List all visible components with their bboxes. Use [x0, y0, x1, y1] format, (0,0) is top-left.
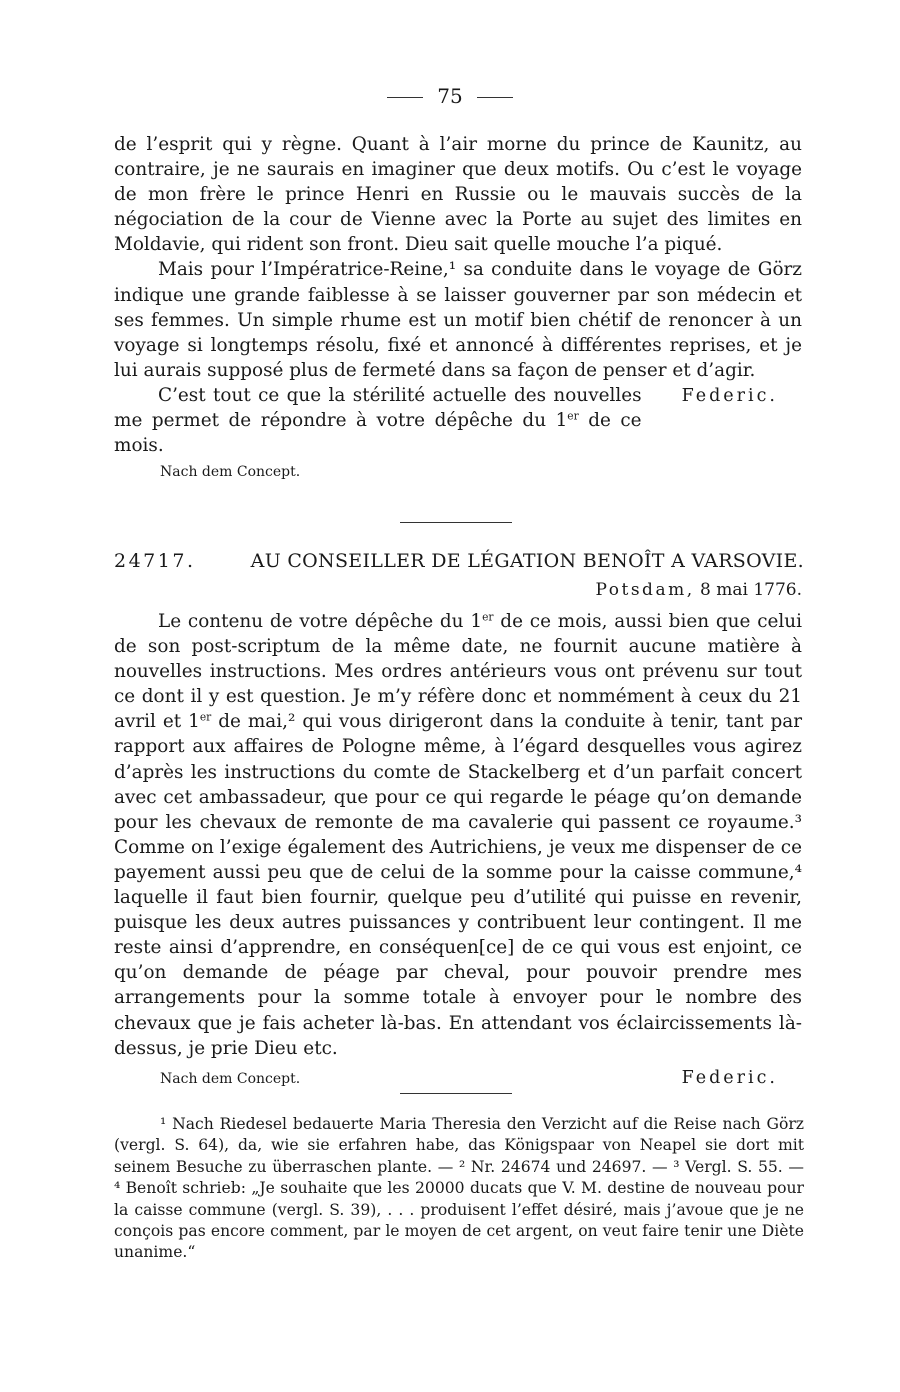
page-number: [0, 84, 900, 108]
letter-2-body-part-3: de mai,² qui vous dirigeront dans la conduite à tenir, tant par rapport aux affaires de Pologne même, à l’égard desquelles vous agirez d’après les instructions du comte de Stackelberg et d’un parfait concert avec cet ambassadeur, que pour ce qui regarde le péage qu’on demande pour les chevaux de remonte de ma cavalerie qui passent ce royaume.³ Comme on l’exige également des Autrichiens, je veux me dispenser de ce payement aussi peu que de celui de la somme pour la caisse commune,⁴ laquelle il faut bien fournir, quelque peu d’utilité qui puisse en revenir, puisque les deux autres puissances y contribuent leur contingent. Il me reste ainsi d’apprendre, en conséquen[ce] de ce qui vous est enjoint, ce qu’on demande de péage par cheval, pour pouvoir prendre mes arrangements pour la somme totale à envoyer pour le nombre des chevaux que je fais acheter là-bas. En attendant vos éclaircissements là-dessus, je prie Dieu etc.: [114, 711, 803, 1059]
page-number-dash-right: [477, 97, 513, 98]
letter-2-source-note: Nach dem Concept.: [160, 1070, 301, 1087]
footnotes-text: ¹ Nach Riedesel bedauerte Maria Theresia den Verzicht auf die Reise nach Görz (vergl. S. 64), da, wie sie erfahren habe, das Königspaar von Neapel sie dort mit seinem Besuche zu überraschen plante. — ² Nr. 24674 und 24697. — ³ Vergl. S. 55. — ⁴ Benoît schrieb: „Je souhaite que les 20000 ducats que V. M. destine de nouveau pour la caisse commune (vergl. S. 39), . . . produisent l’effet désiré, mais j’avoue que je ne conçois pas encore comment, par le moyen de cet argent, on veut faire tenir une Diète unanime.“: [114, 1115, 804, 1262]
letter-1-closing-text: C’est tout ce que la stérilité actuelle des nouvelles me permet de répondre à votre dépêche du 1: [114, 384, 642, 432]
letter-2-body-part-2: de ce mois, aussi bien que celui de son post-scriptum de la même date, ne fournit aucune matière à nouvelles instructions. Mes ordres antérieurs vous ont prévenu sur tout ce dont il y est question. Je m’y réfère donc et nommément à ceux du 21 avril et 1: [114, 611, 802, 733]
footnote-rule: [400, 1093, 512, 1094]
letter-1-closing-end: de ce mois.: [114, 410, 642, 457]
letter-2-heading: [114, 550, 804, 572]
letter-2-signature-row: [114, 1065, 802, 1092]
dateline-place: Potsdam,: [595, 580, 695, 600]
dateline: [596, 580, 802, 600]
letter-1-source-note: Nach dem Concept.: [160, 464, 301, 481]
letter-title: AU CONSEILLER DE LÉGATION BENOÎT A VARSOVIE.: [250, 550, 804, 572]
separator-rule: [400, 522, 512, 523]
letter-2-body: [114, 609, 802, 1061]
page-number-dash-left: [387, 97, 423, 98]
letter-2-signature: Federic.: [681, 1067, 778, 1088]
page-number-text: 75: [437, 84, 463, 108]
letter-2: [114, 609, 802, 1092]
letter-1-paragraph-2: Mais pour l’Impératrice-Reine,¹ sa conduite dans le voyage de Görz indique une grande faiblesse à se laisser gouverner par son médecin et ses femmes. Un simple rhume est un motif bien chétif de renoncer à un voyage si longtemps résolu, fixé et annoncé à différentes reprises, et je lui aurais supposé plus de fermeté dans sa façon de penser et d’agir.: [114, 259, 802, 381]
letter-number: 24717.: [114, 550, 196, 572]
letter-1-signature: Federic.: [681, 385, 778, 406]
letter-2-sup-1: er: [482, 610, 494, 624]
dateline-date: 8 mai 1776.: [700, 580, 802, 600]
letter-1-closing: [114, 383, 642, 458]
letter-2-body-part-1: Le contenu de votre dépêche du 1: [158, 611, 483, 632]
letter-1-closing-sup: er: [567, 409, 579, 423]
footnotes: [114, 1114, 804, 1264]
letter-1: [114, 132, 802, 485]
letter-2-sup-2: er: [199, 710, 212, 724]
letter-1-closing-row: [114, 383, 802, 458]
letter-1-paragraph-1: de l’esprit qui y règne. Quant à l’air morne du prince de Kaunitz, au contraire, je ne saurais en imaginer que deux motifs. Ou c’est le voyage de mon frère le prince Henri en Russie ou le mauvais succès de la négociation de la cour de Vienne avec la Porte au sujet des limites en Moldavie, qui rident son front. Dieu sait quelle mouche l’a piqué.: [114, 134, 802, 256]
